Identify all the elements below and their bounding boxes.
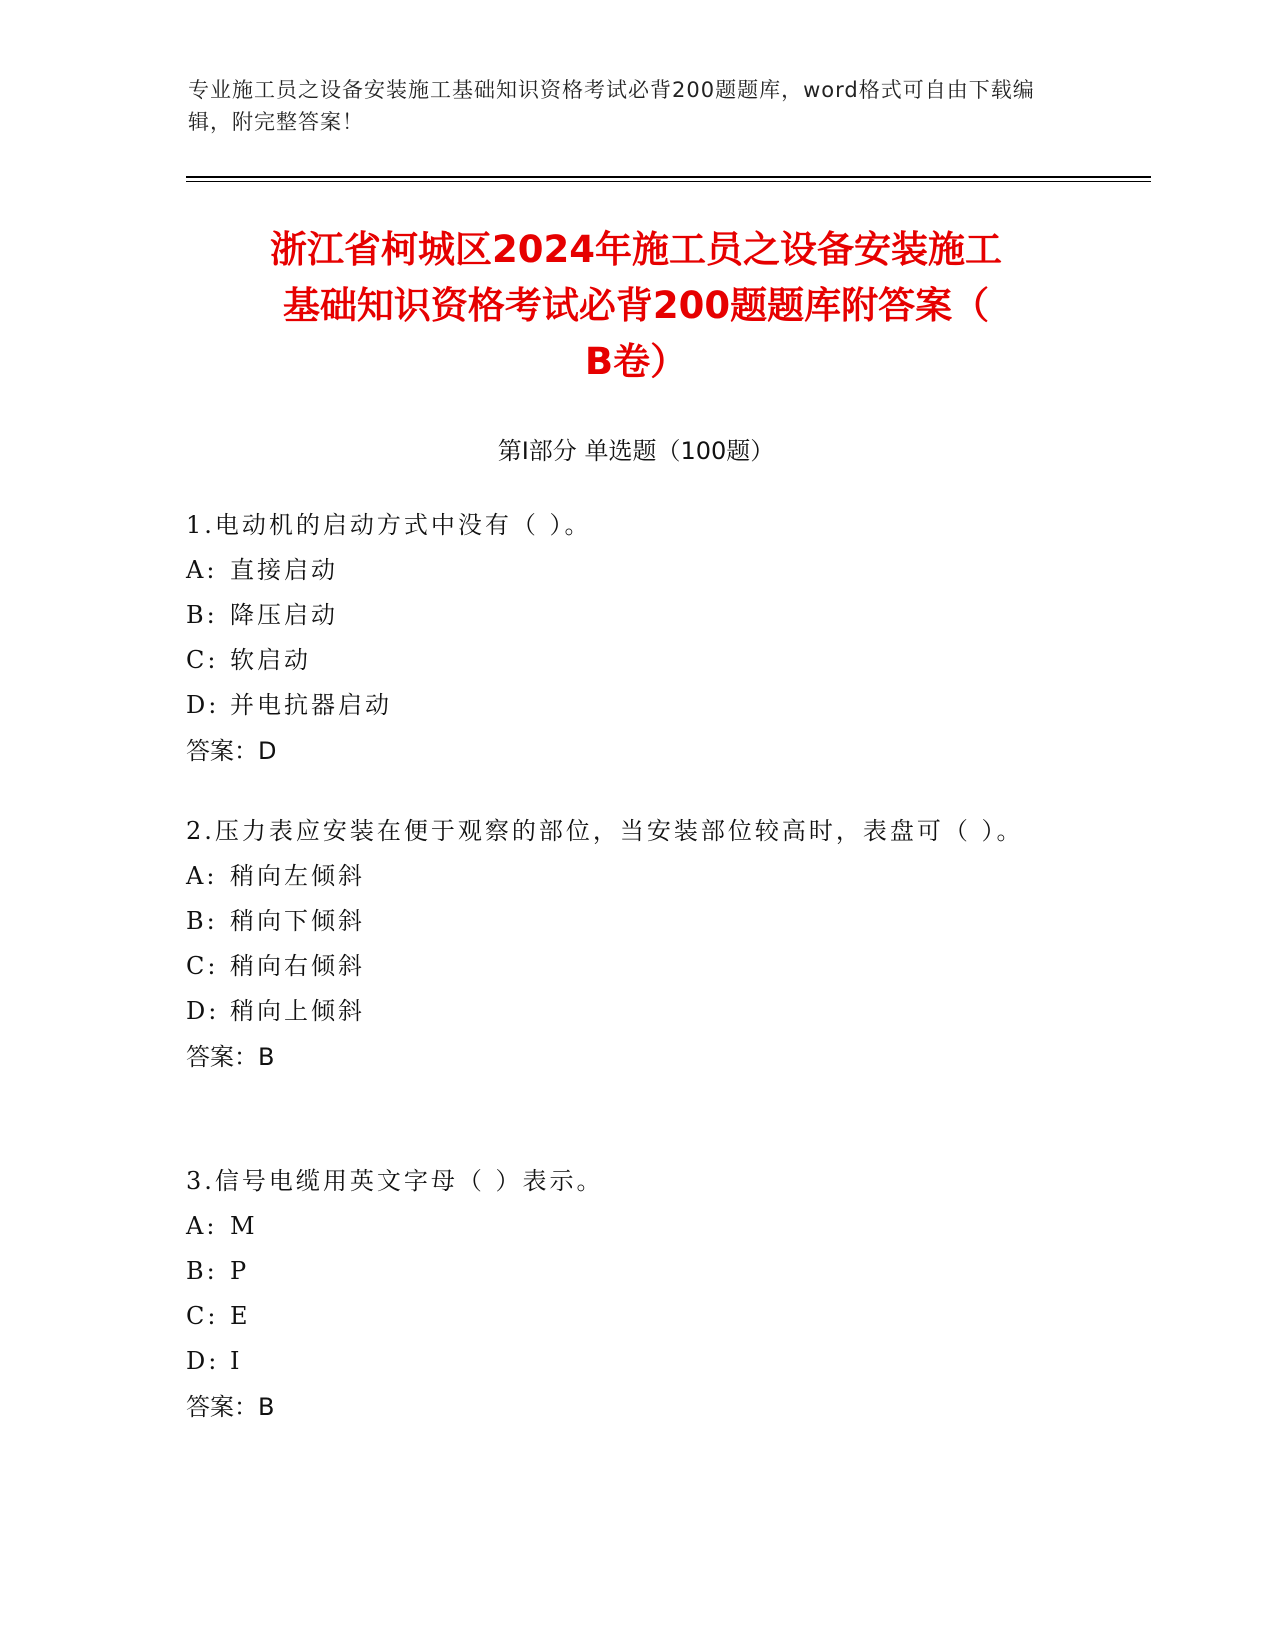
header-note: 专业施工员之设备安装施工基础知识资格考试必背200题题库，word格式可自由下载编辑，附完整答案！ <box>188 78 1035 134</box>
option-key: D: <box>186 1347 220 1375</box>
option-text: 稍向下倾斜 <box>230 907 365 935</box>
option-key: A: <box>186 556 218 584</box>
option-key: C: <box>186 646 219 674</box>
document-title-line-2: 基础知识资格考试必背200题题库附答案（ <box>282 284 990 327</box>
option-d <box>186 989 1066 1034</box>
answer-line: 答案：B <box>186 1043 275 1071</box>
option-text: P <box>230 1257 250 1285</box>
document-title-line-3: B卷） <box>584 340 688 383</box>
question-1 <box>186 502 1066 774</box>
option-key: D: <box>186 691 220 719</box>
option-b <box>186 1249 1066 1294</box>
option-a <box>186 1204 1066 1249</box>
question-stem: 2.压力表应安装在便于观察的部位，当安装部位较高时，表盘可（ ）。 <box>186 817 1024 845</box>
option-key: D: <box>186 997 220 1025</box>
answer-line: 答案：B <box>186 1393 275 1421</box>
question-stem: 1.电动机的启动方式中没有（ ）。 <box>186 511 592 539</box>
option-key: A: <box>186 1212 218 1240</box>
option-a <box>186 548 1066 593</box>
option-c <box>186 944 1066 989</box>
document-title-line-1: 浙江省柯城区2024年施工员之设备安装施工 <box>270 228 1002 271</box>
option-c <box>186 1294 1066 1339</box>
option-key: C: <box>186 1302 219 1330</box>
option-key: B: <box>186 601 218 629</box>
option-d <box>186 683 1066 728</box>
option-key: C: <box>186 952 219 980</box>
option-text: 稍向右倾斜 <box>230 952 365 980</box>
question-stem: 3.信号电缆用英文字母（ ）表示。 <box>186 1167 604 1195</box>
option-text: 降压启动 <box>230 601 338 629</box>
document-title <box>186 222 1086 390</box>
option-key: B: <box>186 907 218 935</box>
header-divider-thick <box>186 176 1151 178</box>
option-text: M <box>230 1212 258 1240</box>
question-3 <box>186 1158 1066 1430</box>
section-heading: 第I部分 单选题（100题） <box>497 437 775 465</box>
option-text: 直接启动 <box>230 556 338 584</box>
option-text: 稍向左倾斜 <box>230 862 365 890</box>
option-key: B: <box>186 1257 218 1285</box>
option-c <box>186 638 1066 683</box>
answer-line: 答案：D <box>186 737 277 765</box>
question-2 <box>186 808 1066 1080</box>
option-d <box>186 1339 1066 1384</box>
option-text: 软启动 <box>230 646 311 674</box>
header-divider-thin <box>186 181 1151 182</box>
option-key: A: <box>186 862 218 890</box>
option-a <box>186 854 1066 899</box>
option-text: 并电抗器启动 <box>230 691 392 719</box>
option-b <box>186 899 1066 944</box>
option-b <box>186 593 1066 638</box>
option-text: 稍向上倾斜 <box>230 997 365 1025</box>
option-text: I <box>230 1347 243 1375</box>
option-text: E <box>230 1302 251 1330</box>
